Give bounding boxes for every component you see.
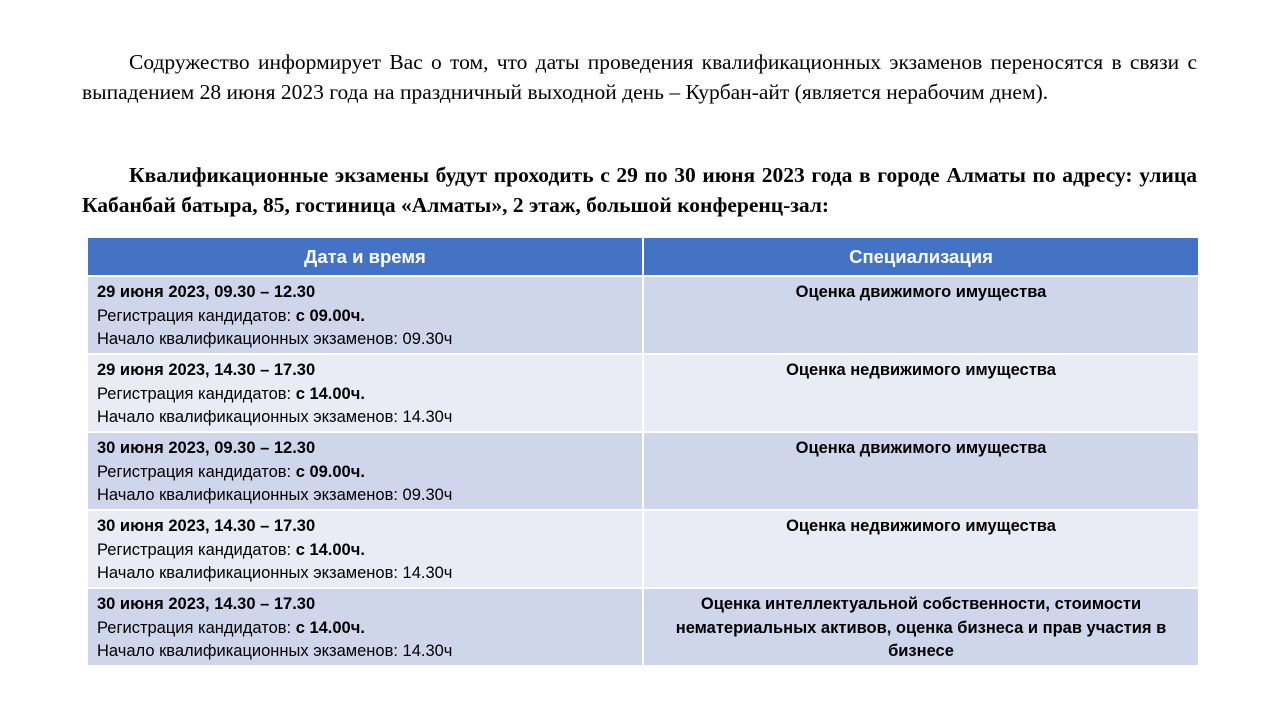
datetime-cell (87, 354, 643, 432)
table-row (87, 276, 1199, 354)
exam-start-line: Начало квалификационных экзаменов: 14.30ч (97, 642, 453, 660)
datetime-cell (87, 276, 643, 354)
specialization-cell: Оценка интеллектуальной собственности, стоимости нематериальных активов, оценка бизнеса и прав участия в бизнесе (643, 588, 1199, 666)
exam-start-line: Начало квалификационных экзаменов: 09.30ч (97, 486, 453, 504)
datetime-cell (87, 510, 643, 588)
registration-label: Регистрация кандидатов: (97, 384, 296, 403)
registration-label: Регистрация кандидатов: (97, 618, 296, 637)
table-header-row (87, 237, 1199, 276)
specialization-cell: Оценка движимого имущества (643, 432, 1199, 510)
exam-start-line: Начало квалификационных экзаменов: 14.30ч (97, 564, 453, 582)
exam-start-line: Начало квалификационных экзаменов: 14.30ч (97, 408, 453, 426)
table-row (87, 588, 1199, 666)
registration-label: Регистрация кандидатов: (97, 306, 296, 325)
registration-time: с 14.00ч. (295, 540, 365, 559)
registration-line (97, 617, 633, 641)
registration-line (97, 539, 633, 563)
exam-datetime: 30 июня 2023, 14.30 – 17.30 (97, 595, 316, 613)
exam-datetime: 30 июня 2023, 14.30 – 17.30 (97, 517, 316, 535)
registration-time: с 09.00ч. (295, 462, 365, 481)
specialization-cell: Оценка движимого имущества (643, 276, 1199, 354)
registration-time: с 14.00ч. (295, 618, 365, 637)
specialization-cell: Оценка недвижимого имущества (643, 510, 1199, 588)
exam-datetime: 29 июня 2023, 09.30 – 12.30 (97, 283, 316, 301)
table-row (87, 510, 1199, 588)
registration-line (97, 461, 633, 485)
registration-time: с 09.00ч. (295, 306, 365, 325)
header-specialization: Специализация (643, 237, 1199, 276)
exam-datetime: 29 июня 2023, 14.30 – 17.30 (97, 361, 316, 379)
intro-paragraph: Содружество информирует Вас о том, что даты проведения квалификационных экзаменов переносятся в связи с выпадением 28 июня 2023 года на праздничный выходной день – Курбан-айт (является нерабочим днем). (82, 50, 1197, 104)
table-row (87, 432, 1199, 510)
registration-line (97, 383, 633, 407)
specialization-cell: Оценка недвижимого имущества (643, 354, 1199, 432)
header-datetime: Дата и время (87, 237, 643, 276)
registration-line (97, 305, 633, 329)
registration-label: Регистрация кандидатов: (97, 540, 296, 559)
registration-label: Регистрация кандидатов: (97, 462, 296, 481)
table-row (87, 354, 1199, 432)
datetime-cell (87, 588, 643, 666)
exam-start-line: Начало квалификационных экзаменов: 09.30ч (97, 330, 453, 348)
exam-schedule-table (86, 236, 1200, 667)
exam-notice-paragraph: Квалификационные экзамены будут проходить с 29 по 30 июня 2023 года в городе Алматы по адресу: улица Кабанбай батыра, 85, гостиница «Алматы», 2 этаж, большой конференц-зал: (82, 163, 1197, 217)
datetime-cell (87, 432, 643, 510)
exam-datetime: 30 июня 2023, 09.30 – 12.30 (97, 439, 316, 457)
registration-time: с 14.00ч. (295, 384, 365, 403)
